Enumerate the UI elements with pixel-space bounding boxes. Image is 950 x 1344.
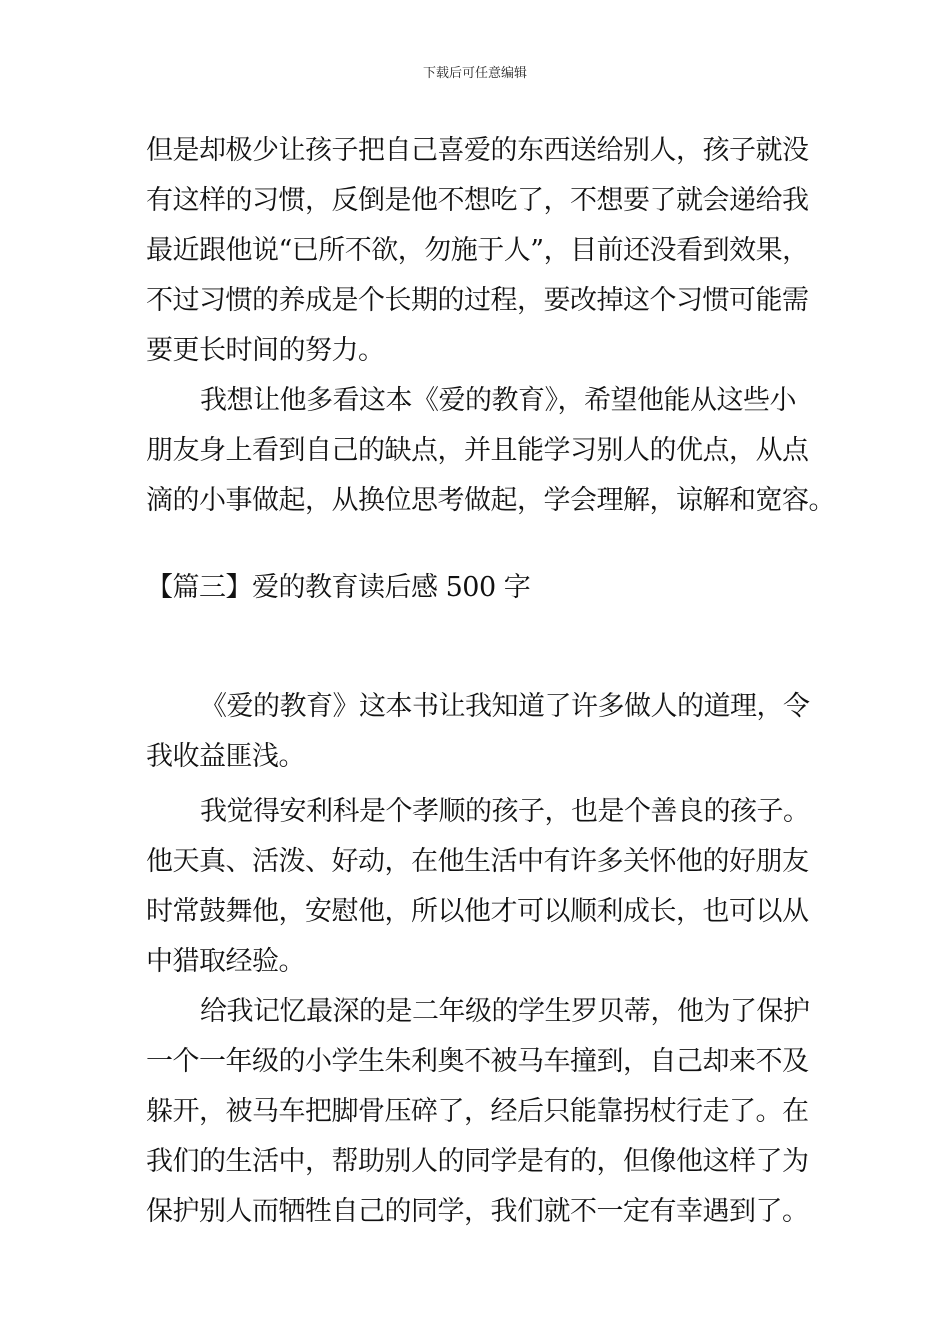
- text-line: 我想让他多看这本《爱的教育》，希望他能从这些小: [200, 385, 796, 416]
- text-line: 有这样的习惯，反倒是他不想吃了，不想要了就会递给我: [146, 185, 809, 216]
- paragraph-1: [146, 126, 809, 376]
- paragraph-2: [146, 376, 835, 526]
- text-line: 不过习惯的养成是个长期的过程，要改掉这个习惯可能需: [146, 285, 809, 316]
- spacer: [146, 613, 806, 682]
- text-line: 中猎取经验。: [146, 946, 305, 977]
- text-line: 我们的生活中，帮助别人的同学是有的，但像他这样了为: [146, 1146, 809, 1177]
- text-line: 朋友身上看到自己的缺点，并且能学习别人的优点，从点: [146, 435, 809, 466]
- page-header: 下载后可任意编辑: [422, 66, 527, 81]
- section-title: 【篇三】爱的教育读后感 500 字: [146, 572, 531, 603]
- text-line: 躲开，被马车把脚骨压碎了，经后只能靠拐杖行走了。在: [146, 1096, 809, 1127]
- text-line: 最近跟他说“已所不欲，勿施于人”，目前还没看到效果，: [146, 235, 809, 266]
- text-line: 但是却极少让孩子把自己喜爱的东西送给别人，孩子就没: [146, 135, 809, 166]
- text-line: 滴的小事做起，从换位思考做起，学会理解，谅解和宽容。: [146, 485, 835, 516]
- document-body: [146, 126, 835, 1237]
- text-line: 我觉得安利科是个孝顺的孩子，也是个善良的孩子。: [200, 796, 810, 827]
- text-line: 他天真、活泼、好动，在他生活中有许多关怀他的好朋友: [146, 846, 809, 877]
- text-line: 时常鼓舞他，安慰他，所以他才可以顺利成长，也可以从: [146, 896, 809, 927]
- text-line: 给我记忆最深的是二年级的学生罗贝蒂，他为了保护: [200, 996, 810, 1027]
- text-line: 要更长时间的努力。: [146, 335, 385, 366]
- paragraph-3: [146, 682, 810, 782]
- paragraph-4: [146, 787, 810, 987]
- text-line: 我收益匪浅。: [146, 741, 305, 772]
- spacer: [146, 526, 806, 563]
- paragraph-5: [146, 987, 810, 1237]
- text-line: 一个一年级的小学生朱利奥不被马车撞到，自己却来不及: [146, 1046, 809, 1077]
- text-line: 保护别人而牺牲自己的同学，我们就不一定有幸遇到了。: [146, 1196, 809, 1227]
- text-line: 《爱的教育》这本书让我知道了许多做人的道理，令: [200, 691, 810, 722]
